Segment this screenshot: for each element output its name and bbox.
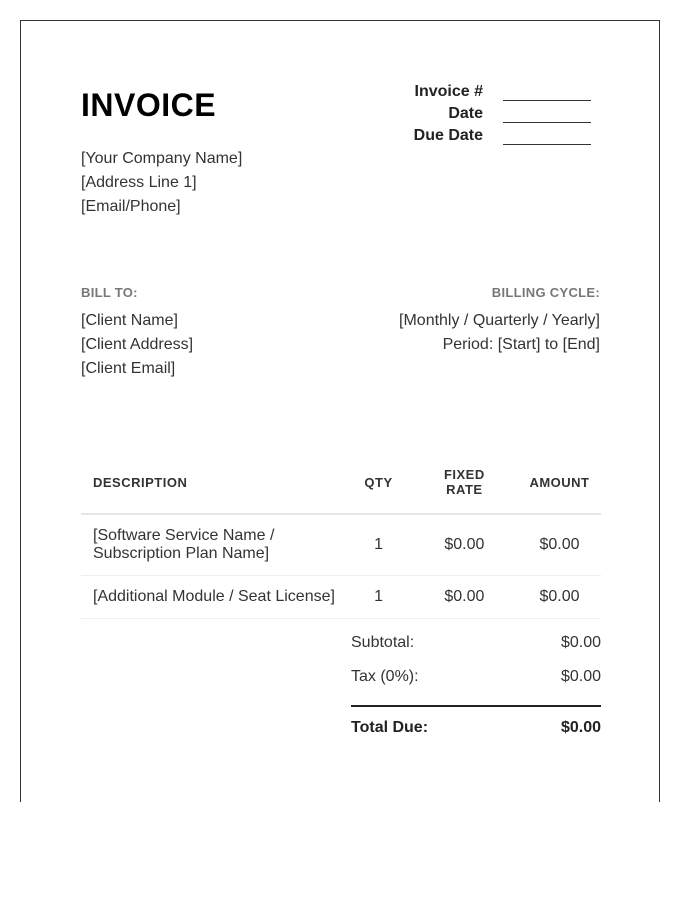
item-qty: 1 bbox=[346, 576, 410, 619]
tax-row bbox=[351, 668, 601, 686]
date-row bbox=[363, 103, 591, 125]
company-info bbox=[81, 147, 242, 219]
item-description-line2: Subscription Plan Name] bbox=[93, 545, 270, 562]
due-date-row bbox=[363, 125, 591, 147]
table-row bbox=[81, 514, 601, 576]
client-name: [Client Name] bbox=[81, 312, 178, 329]
date-label: Date bbox=[448, 105, 483, 122]
company-contact: [Email/Phone] bbox=[81, 198, 181, 215]
header-description: DESCRIPTION bbox=[81, 451, 346, 514]
header-qty: QTY bbox=[346, 451, 410, 514]
tax-value: $0.00 bbox=[560, 668, 601, 685]
header-amount: AMOUNT bbox=[518, 451, 601, 514]
tax-label: Tax (0%): bbox=[351, 668, 419, 685]
company-name: [Your Company Name] bbox=[81, 150, 243, 167]
billing-period: Period: [Start] to [End] bbox=[442, 336, 600, 353]
subtotal-value: $0.00 bbox=[560, 634, 601, 651]
date-field[interactable] bbox=[503, 108, 591, 123]
item-description bbox=[81, 514, 346, 576]
invoice-number-row bbox=[363, 81, 591, 103]
subtotal-row bbox=[351, 634, 601, 652]
bill-to-label: BILL TO: bbox=[81, 285, 138, 300]
total-due-label: Total Due: bbox=[351, 719, 429, 736]
invoice-title: INVOICE bbox=[81, 87, 217, 123]
client-email: [Client Email] bbox=[81, 360, 176, 377]
invoice-number-label: Invoice # bbox=[414, 83, 483, 100]
item-rate: $0.00 bbox=[411, 514, 518, 576]
invoice-page bbox=[20, 20, 660, 802]
item-amount: $0.00 bbox=[518, 576, 601, 619]
header-fixed-rate bbox=[411, 451, 518, 514]
total-due-value: $0.00 bbox=[560, 719, 601, 736]
item-rate: $0.00 bbox=[411, 576, 518, 619]
totals-divider bbox=[351, 705, 601, 707]
company-address: [Address Line 1] bbox=[81, 174, 197, 191]
item-description: [Additional Module / Seat License] bbox=[81, 576, 346, 619]
subtotal-label: Subtotal: bbox=[351, 634, 415, 651]
item-qty: 1 bbox=[346, 514, 410, 576]
due-date-label: Due Date bbox=[413, 127, 483, 144]
due-date-field[interactable] bbox=[503, 130, 591, 145]
billing-cycle-label: BILLING CYCLE: bbox=[491, 285, 600, 300]
item-description-line1: [Software Service Name / bbox=[93, 527, 275, 544]
totals-section bbox=[351, 634, 601, 754]
total-due-row bbox=[351, 719, 601, 737]
bill-to-info bbox=[81, 309, 193, 381]
header-rate-line1: FIXED bbox=[443, 467, 485, 482]
header-rate-line2: RATE bbox=[446, 482, 483, 497]
table-row bbox=[81, 576, 601, 619]
client-address: [Client Address] bbox=[81, 336, 194, 353]
billing-cycle-info bbox=[399, 309, 600, 357]
line-items-table bbox=[81, 451, 601, 619]
table-header-row bbox=[81, 451, 601, 514]
billing-cycle-value: [Monthly / Quarterly / Yearly] bbox=[399, 312, 600, 329]
invoice-number-field[interactable] bbox=[503, 86, 591, 101]
item-amount: $0.00 bbox=[518, 514, 601, 576]
